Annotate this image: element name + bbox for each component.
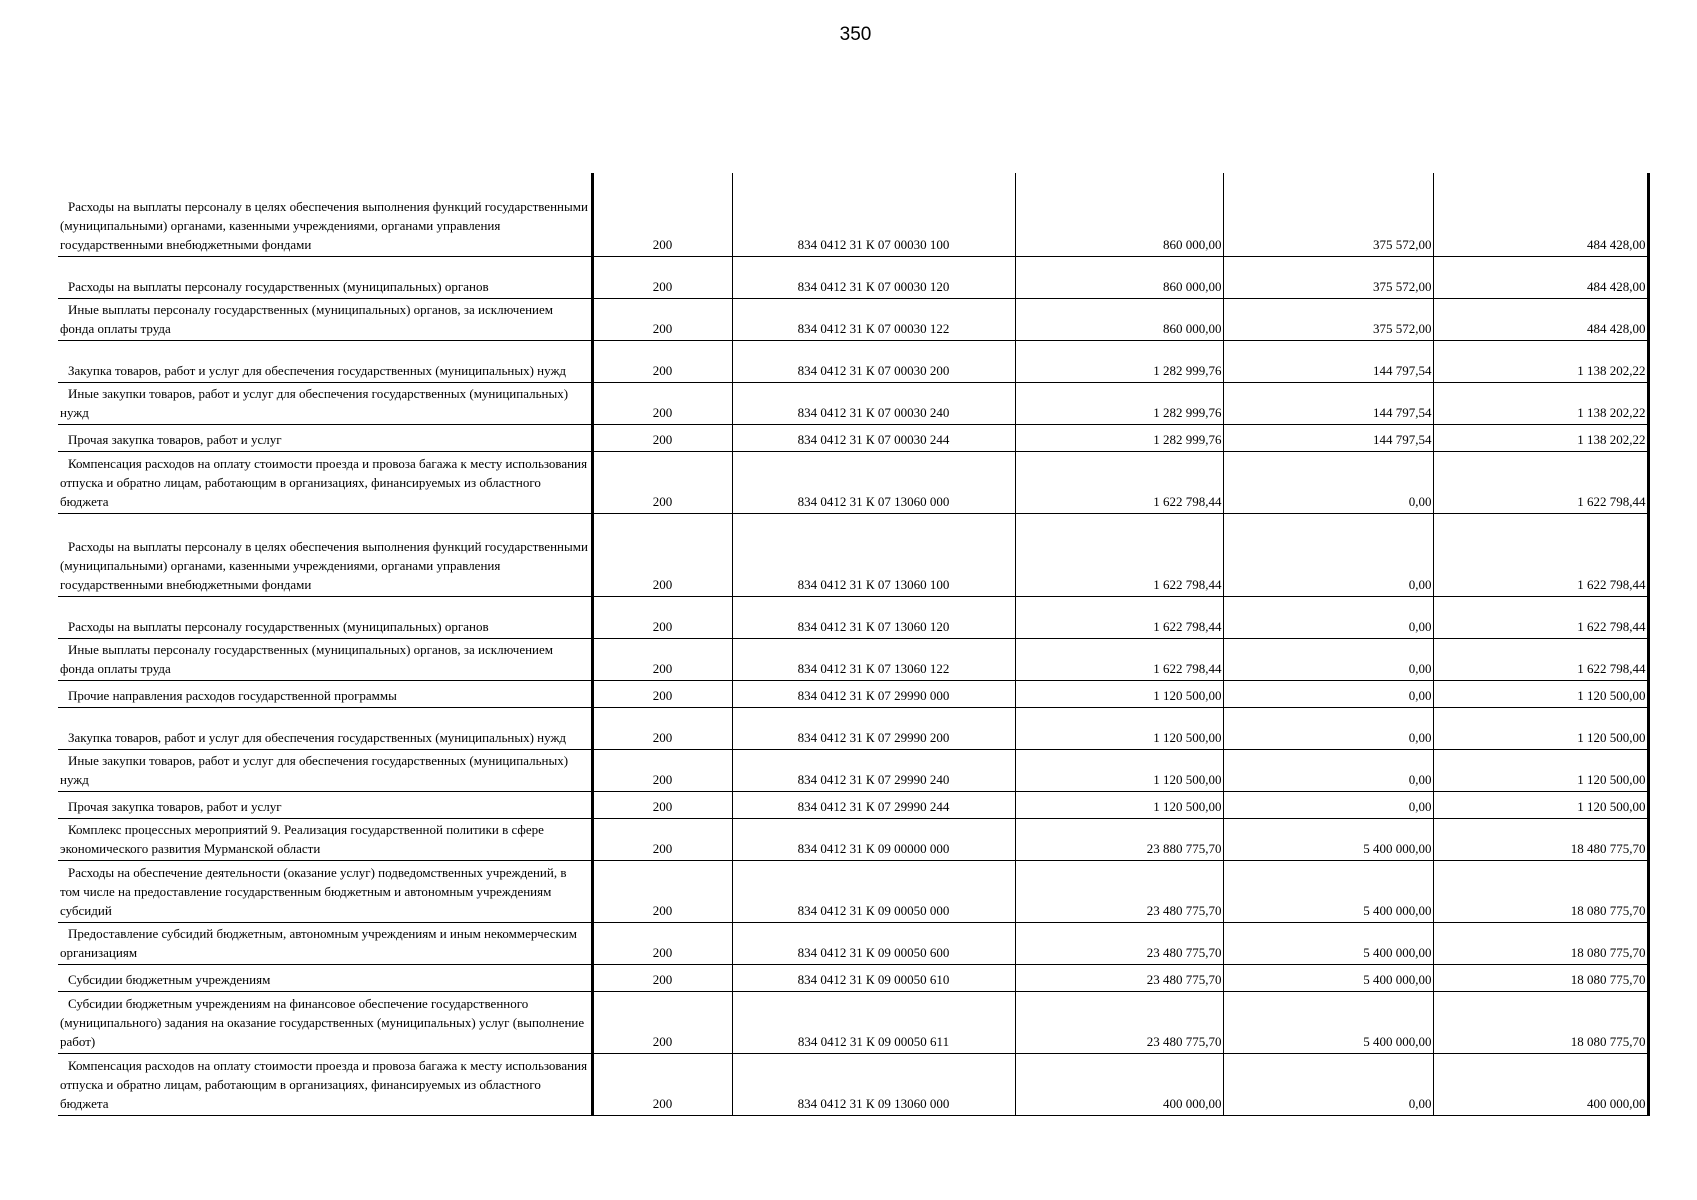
executed-amount: 0,00 [1223,513,1433,596]
line-code: 200 [592,922,732,964]
budget-execution-table [58,173,1650,1116]
row-description: Закупка товаров, работ и услуг для обеспечения государственных (муниципальных) нужд [58,707,592,749]
line-code: 200 [592,638,732,680]
budget-classification-code: 834 0412 31 К 09 00050 611 [732,991,1015,1053]
approved-amount: 1 622 798,44 [1015,513,1223,596]
budget-classification-code: 834 0412 31 К 09 00000 000 [732,818,1015,860]
budget-classification-code: 834 0412 31 К 07 00030 240 [732,382,1015,424]
row-description: Расходы на выплаты персоналу в целях обеспечения выполнения функций государственными (муниципальными) органами, казенными учреждениями, органами управления государственными внебюджетными фондами [58,173,592,256]
row-description: Компенсация расходов на оплату стоимости проезда и провоза багажа к месту использования отпуска и обратно лицам, работающим в организациях, финансируемых из областного бюджета [58,451,592,513]
row-description: Прочая закупка товаров, работ и услуг [58,424,592,451]
table-row [58,922,1648,964]
executed-amount: 0,00 [1223,707,1433,749]
approved-amount: 1 120 500,00 [1015,680,1223,707]
row-description: Субсидии бюджетным учреждениям [58,964,592,991]
table-body [58,173,1648,1115]
budget-classification-code: 834 0412 31 К 07 00030 200 [732,340,1015,382]
line-code: 200 [592,991,732,1053]
row-description: Расходы на выплаты персоналу в целях обеспечения выполнения функций государственными (муниципальными) органами, казенными учреждениями, органами управления государственными внебюджетными фондами [58,513,592,596]
table-row [58,749,1648,791]
row-description: Прочая закупка товаров, работ и услуг [58,791,592,818]
unexecuted-amount: 1 138 202,22 [1433,424,1648,451]
executed-amount: 5 400 000,00 [1223,860,1433,922]
approved-amount: 1 282 999,76 [1015,340,1223,382]
approved-amount: 23 880 775,70 [1015,818,1223,860]
row-description: Компенсация расходов на оплату стоимости проезда и провоза багажа к месту использования отпуска и обратно лицам, работающим в организациях, финансируемых из областного бюджета [58,1053,592,1115]
executed-amount: 375 572,00 [1223,298,1433,340]
unexecuted-amount: 1 138 202,22 [1433,382,1648,424]
table-row [58,638,1648,680]
row-description: Прочие направления расходов государственной программы [58,680,592,707]
row-description: Субсидии бюджетным учреждениям на финансовое обеспечение государственного (муниципального) задания на оказание государственных (муниципальных) услуг (выполнение работ) [58,991,592,1053]
row-description: Расходы на выплаты персоналу государственных (муниципальных) органов [58,596,592,638]
line-code: 200 [592,1053,732,1115]
table-row [58,1053,1648,1115]
executed-amount: 375 572,00 [1223,256,1433,298]
row-description: Комплекс процессных мероприятий 9. Реализация государственной политики в сфере экономического развития Мурманской области [58,818,592,860]
budget-classification-code: 834 0412 31 К 07 13060 120 [732,596,1015,638]
approved-amount: 1 120 500,00 [1015,707,1223,749]
row-description: Иные выплаты персоналу государственных (муниципальных) органов, за исключением фонда оплаты труда [58,638,592,680]
budget-classification-code: 834 0412 31 К 07 13060 100 [732,513,1015,596]
executed-amount: 0,00 [1223,749,1433,791]
table-row [58,424,1648,451]
table-row [58,340,1648,382]
line-code: 200 [592,791,732,818]
unexecuted-amount: 484 428,00 [1433,173,1648,256]
approved-amount: 1 120 500,00 [1015,791,1223,818]
line-code: 200 [592,382,732,424]
approved-amount: 23 480 775,70 [1015,860,1223,922]
budget-classification-code: 834 0412 31 К 09 00050 600 [732,922,1015,964]
approved-amount: 860 000,00 [1015,173,1223,256]
approved-amount: 1 282 999,76 [1015,382,1223,424]
table-row [58,791,1648,818]
budget-classification-code: 834 0412 31 К 07 29990 244 [732,791,1015,818]
line-code: 200 [592,173,732,256]
table-row [58,707,1648,749]
line-code: 200 [592,964,732,991]
row-description: Иные выплаты персоналу государственных (муниципальных) органов, за исключением фонда оплаты труда [58,298,592,340]
page-number: 350 [839,24,872,45]
row-description: Предоставление субсидий бюджетным, автономным учреждениям и иным некоммерческим организациям [58,922,592,964]
unexecuted-amount: 1 120 500,00 [1433,749,1648,791]
budget-classification-code: 834 0412 31 К 07 00030 122 [732,298,1015,340]
line-code: 200 [592,749,732,791]
table-row [58,298,1648,340]
budget-classification-code: 834 0412 31 К 07 13060 122 [732,638,1015,680]
approved-amount: 400 000,00 [1015,1053,1223,1115]
line-code: 200 [592,680,732,707]
line-code: 200 [592,340,732,382]
table-row [58,173,1648,256]
executed-amount: 5 400 000,00 [1223,964,1433,991]
unexecuted-amount: 1 120 500,00 [1433,680,1648,707]
unexecuted-amount: 18 080 775,70 [1433,964,1648,991]
table-row [58,680,1648,707]
unexecuted-amount: 1 622 798,44 [1433,451,1648,513]
unexecuted-amount: 1 622 798,44 [1433,513,1648,596]
line-code: 200 [592,707,732,749]
approved-amount: 1 120 500,00 [1015,749,1223,791]
line-code: 200 [592,298,732,340]
executed-amount: 5 400 000,00 [1223,818,1433,860]
table-row [58,818,1648,860]
row-description: Закупка товаров, работ и услуг для обеспечения государственных (муниципальных) нужд [58,340,592,382]
table-row [58,964,1648,991]
row-description: Иные закупки товаров, работ и услуг для обеспечения государственных (муниципальных) нужд [58,382,592,424]
line-code: 200 [592,818,732,860]
row-description: Расходы на обеспечение деятельности (оказание услуг) подведомственных учреждений, в том числе на предоставление государственным бюджетным и автономным учреждениям субсидий [58,860,592,922]
executed-amount: 0,00 [1223,791,1433,818]
table-row [58,860,1648,922]
budget-classification-code: 834 0412 31 К 09 00050 610 [732,964,1015,991]
table-row [58,382,1648,424]
executed-amount: 0,00 [1223,680,1433,707]
executed-amount: 0,00 [1223,1053,1433,1115]
approved-amount: 23 480 775,70 [1015,991,1223,1053]
executed-amount: 144 797,54 [1223,340,1433,382]
budget-classification-code: 834 0412 31 К 07 29990 000 [732,680,1015,707]
executed-amount: 0,00 [1223,451,1433,513]
unexecuted-amount: 400 000,00 [1433,1053,1648,1115]
unexecuted-amount: 1 138 202,22 [1433,340,1648,382]
budget-classification-code: 834 0412 31 К 09 00050 000 [732,860,1015,922]
budget-classification-code: 834 0412 31 К 07 29990 200 [732,707,1015,749]
executed-amount: 375 572,00 [1223,173,1433,256]
budget-classification-code: 834 0412 31 К 07 00030 120 [732,256,1015,298]
line-code: 200 [592,860,732,922]
approved-amount: 1 622 798,44 [1015,451,1223,513]
row-description: Расходы на выплаты персоналу государственных (муниципальных) органов [58,256,592,298]
executed-amount: 0,00 [1223,638,1433,680]
executed-amount: 5 400 000,00 [1223,991,1433,1053]
budget-classification-code: 834 0412 31 К 07 29990 240 [732,749,1015,791]
approved-amount: 1 282 999,76 [1015,424,1223,451]
unexecuted-amount: 1 622 798,44 [1433,638,1648,680]
executed-amount: 144 797,54 [1223,424,1433,451]
unexecuted-amount: 18 080 775,70 [1433,991,1648,1053]
unexecuted-amount: 1 622 798,44 [1433,596,1648,638]
executed-amount: 5 400 000,00 [1223,922,1433,964]
approved-amount: 1 622 798,44 [1015,638,1223,680]
unexecuted-amount: 484 428,00 [1433,298,1648,340]
unexecuted-amount: 484 428,00 [1433,256,1648,298]
approved-amount: 23 480 775,70 [1015,964,1223,991]
unexecuted-amount: 1 120 500,00 [1433,707,1648,749]
approved-amount: 860 000,00 [1015,256,1223,298]
line-code: 200 [592,513,732,596]
line-code: 200 [592,451,732,513]
unexecuted-amount: 18 080 775,70 [1433,922,1648,964]
table-row [58,596,1648,638]
line-code: 200 [592,596,732,638]
approved-amount: 23 480 775,70 [1015,922,1223,964]
line-code: 200 [592,256,732,298]
unexecuted-amount: 1 120 500,00 [1433,791,1648,818]
table-row [58,513,1648,596]
budget-classification-code: 834 0412 31 К 07 00030 244 [732,424,1015,451]
executed-amount: 144 797,54 [1223,382,1433,424]
approved-amount: 860 000,00 [1015,298,1223,340]
unexecuted-amount: 18 080 775,70 [1433,860,1648,922]
budget-classification-code: 834 0412 31 К 07 13060 000 [732,451,1015,513]
table-row [58,451,1648,513]
executed-amount: 0,00 [1223,596,1433,638]
table-row [58,991,1648,1053]
line-code: 200 [592,424,732,451]
unexecuted-amount: 18 480 775,70 [1433,818,1648,860]
approved-amount: 1 622 798,44 [1015,596,1223,638]
budget-classification-code: 834 0412 31 К 07 00030 100 [732,173,1015,256]
table-row [58,256,1648,298]
budget-classification-code: 834 0412 31 К 09 13060 000 [732,1053,1015,1115]
row-description: Иные закупки товаров, работ и услуг для обеспечения государственных (муниципальных) нужд [58,749,592,791]
